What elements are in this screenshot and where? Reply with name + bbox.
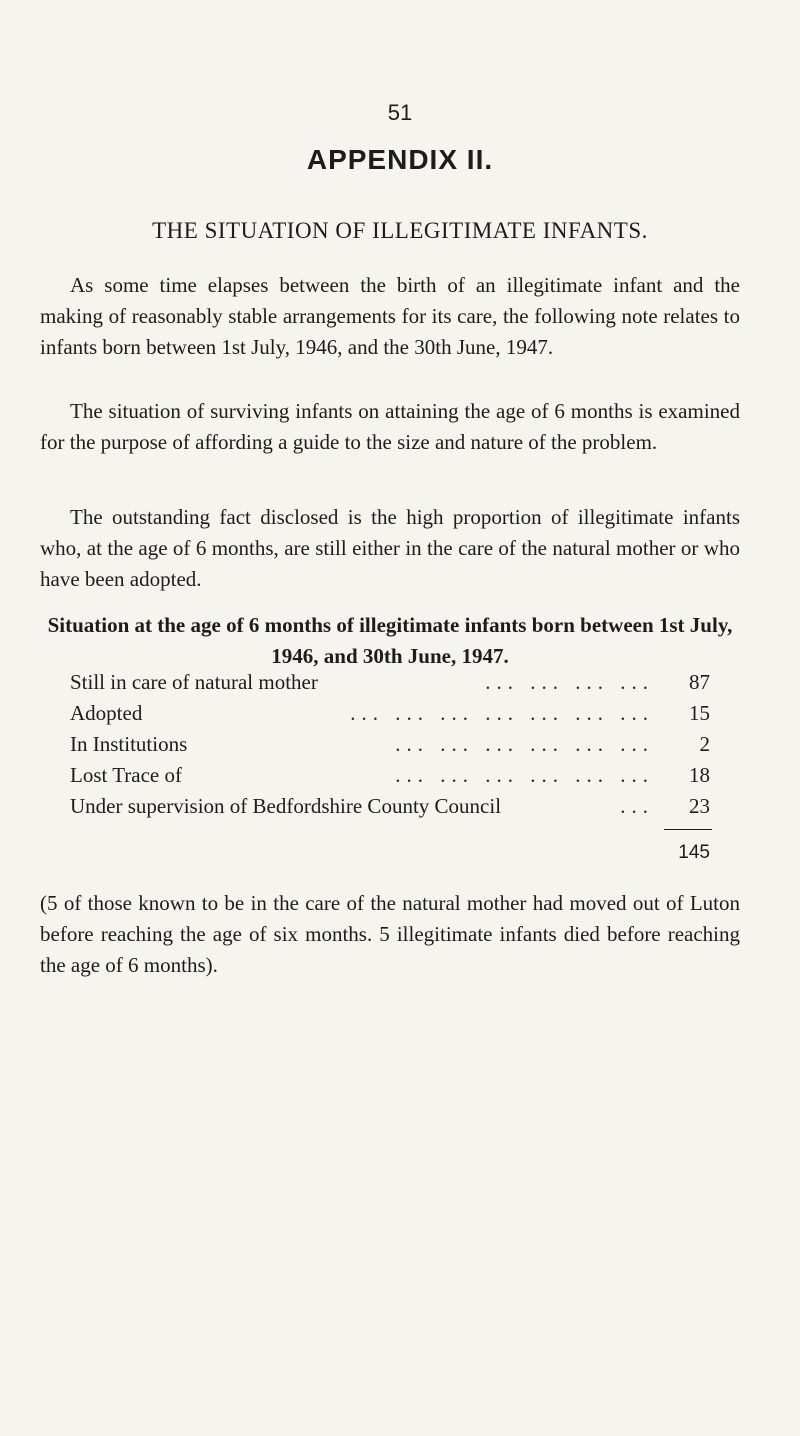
paragraph-footnote: (5 of those known to be in the care of the natural mother had moved out of Luton before reaching the age of six months. 5 illegitimate infants died before reaching the age of 6 months). bbox=[40, 891, 740, 977]
row-label: In Institutions bbox=[70, 732, 188, 756]
paragraph-purpose: The situation of surviving infants on attaining the age of 6 months is examined for the purpose of affording a guide to the size and nature of the problem. bbox=[40, 399, 740, 454]
row-label: Adopted bbox=[70, 701, 143, 725]
row-value: 15 bbox=[689, 701, 710, 725]
row-value: 2 bbox=[699, 732, 710, 756]
table-row bbox=[70, 670, 710, 701]
table-row bbox=[70, 732, 710, 763]
table-row bbox=[70, 794, 710, 825]
page-number: 51 bbox=[387, 100, 413, 125]
row-value: 18 bbox=[689, 763, 710, 787]
row-label: Under supervision of Bedfordshire County Council bbox=[70, 794, 502, 818]
dot-leader: ... ... ... ... ... ... bbox=[395, 763, 654, 787]
situation-table bbox=[70, 670, 710, 825]
total-rule bbox=[664, 829, 712, 830]
dot-leader: ... bbox=[620, 794, 654, 818]
total-value: 145 bbox=[678, 842, 710, 863]
row-value: 23 bbox=[689, 794, 710, 818]
appendix-title: APPENDIX II. bbox=[306, 144, 494, 175]
section-heading: THE SITUATION OF ILLEGITIMATE INFANTS. bbox=[152, 218, 648, 243]
row-label: Lost Trace of bbox=[70, 763, 182, 787]
dot-leader: ... ... ... ... ... ... ... bbox=[350, 701, 654, 725]
dot-leader: ... ... ... ... ... ... bbox=[395, 732, 654, 756]
table-heading: Situation at the age of 6 months of illegitimate infants born between 1st July, 1946, and 30th June, 1947. bbox=[47, 613, 733, 668]
table-row bbox=[70, 763, 710, 794]
paragraph-intro: As some time elapses between the birth of an illegitimate infant and the making of reasonably stable arrangements for its care, the following note relates to infants born between 1st July, 1946, and the 30th June, 1947. bbox=[40, 273, 740, 359]
row-label: Still in care of natural mother bbox=[70, 670, 318, 694]
table-row bbox=[70, 701, 710, 732]
dot-leader: ... ... ... ... bbox=[485, 670, 654, 694]
row-value: 87 bbox=[689, 670, 710, 694]
paragraph-findings: The outstanding fact disclosed is the high proportion of illegitimate infants who, at the age of 6 months, are still either in the care of the natural mother or who have been adopted. bbox=[40, 505, 740, 591]
